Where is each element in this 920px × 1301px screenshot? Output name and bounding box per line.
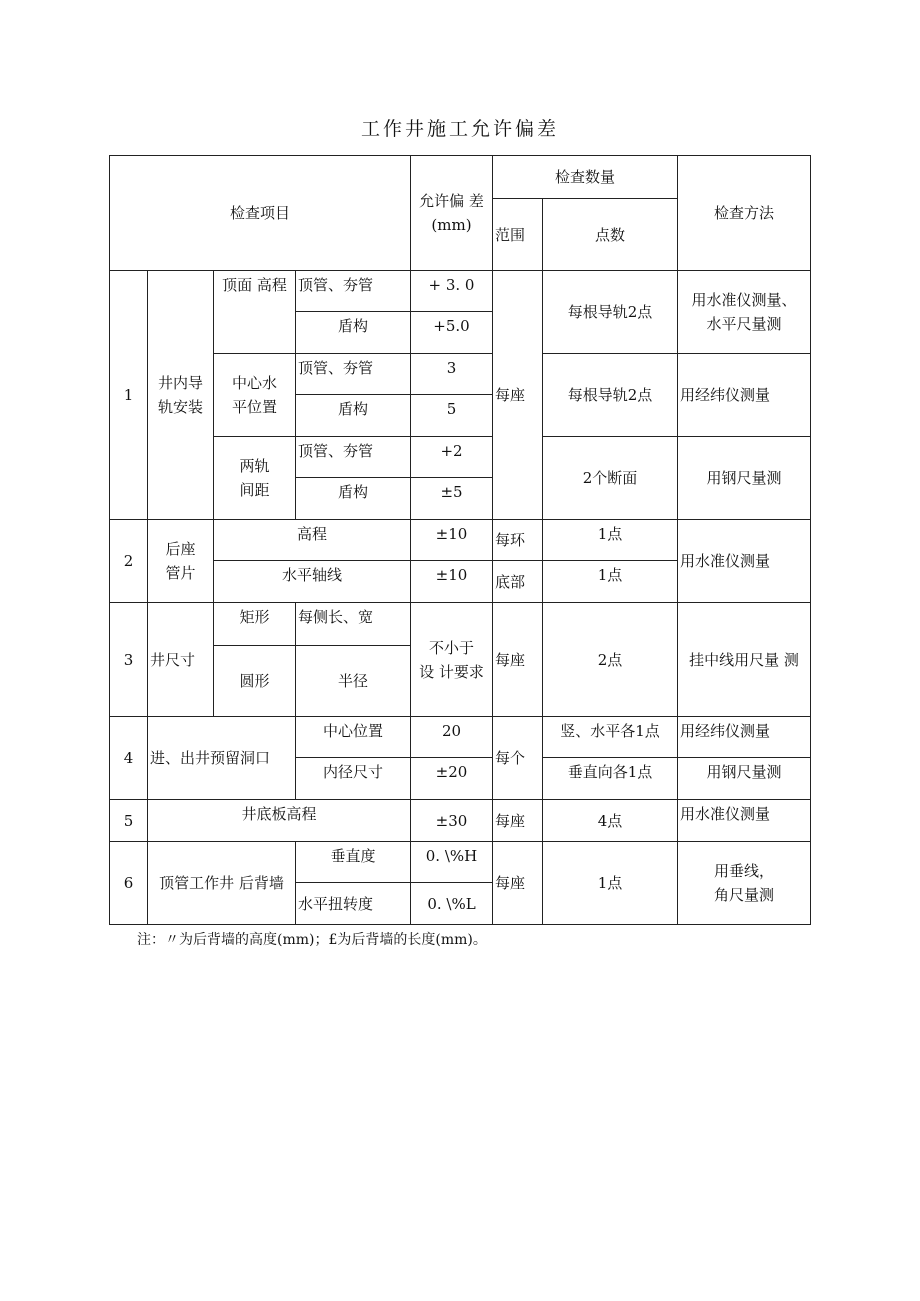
- row2-group-line-1: 后座: [165, 540, 196, 558]
- row1-method-c: 用钢尺量测: [678, 437, 811, 520]
- row2-no: 2: [110, 520, 148, 603]
- row2-points-a: 1点: [543, 520, 678, 561]
- row2-range-b: 底部: [493, 561, 543, 603]
- row1-group-line-2: 轨安装: [157, 398, 203, 416]
- row1-shield-c: 盾构: [296, 478, 411, 520]
- row2-group: [148, 520, 214, 603]
- row4-tol-a: 20: [411, 717, 493, 758]
- row1-pipe-b: 顶管、夯管: [296, 354, 411, 395]
- row6-method-line-2: 角尺量测: [713, 886, 774, 904]
- row3-tolerance: [411, 603, 493, 717]
- row1-method-a-line-2: 水平尺量测: [706, 315, 782, 333]
- row1-group: [148, 271, 214, 520]
- row1-tol-b2: 5: [411, 395, 493, 437]
- row1-shield-b: 盾构: [296, 395, 411, 437]
- row6-item-a: 垂直度: [296, 842, 411, 883]
- row3-no: 3: [110, 603, 148, 717]
- row6-no: 6: [110, 842, 148, 925]
- row1-tol-a1: + 3. 0: [411, 271, 493, 312]
- table-row: [110, 800, 811, 842]
- row4-tol-b: ±20: [411, 758, 493, 800]
- row1-range: 每座: [493, 271, 543, 520]
- row6-tol-b: 0. \%L: [411, 883, 493, 925]
- header-range: 范围: [493, 199, 543, 271]
- row3-points: 2点: [543, 603, 678, 717]
- row1-pipe-a: 顶管、夯管: [296, 271, 411, 312]
- row5-method: 用水准仪测量: [678, 800, 811, 842]
- row1-method-a-line-1: 用水准仪测量、: [691, 291, 797, 309]
- header-points: 点数: [543, 199, 678, 271]
- row5-range: 每座: [493, 800, 543, 842]
- row4-range: 每个: [493, 717, 543, 800]
- row2-group-line-2: 管片: [165, 564, 196, 582]
- header-tolerance: [411, 156, 493, 271]
- row5-tol: ±30: [411, 800, 493, 842]
- header-quantity: 检查数量: [493, 156, 678, 199]
- row2-item-b: 水平轴线: [214, 561, 411, 603]
- row3-method: 挂中线用尺量 测: [678, 603, 811, 717]
- tolerance-table: [109, 155, 811, 925]
- row2-tol-a: ±10: [411, 520, 493, 561]
- row1-tol-c2: ±5: [411, 478, 493, 520]
- row1-center-line-2: 平位置: [231, 398, 277, 416]
- table-row: [110, 603, 811, 646]
- row2-range-a: 每环: [493, 520, 543, 561]
- row1-tol-a2: +5.0: [411, 312, 493, 354]
- row3-rect: 矩形: [214, 603, 296, 646]
- footnote: 注：〃为后背墙的高度(mm)；£为后背墙的长度(mm)。: [137, 932, 487, 948]
- table-row: [110, 437, 811, 478]
- row3-rect-item: 每侧长、宽: [296, 603, 411, 646]
- row1-tol-b1: 3: [411, 354, 493, 395]
- row1-no: 1: [110, 271, 148, 520]
- row6-tol-a: 0. \%H: [411, 842, 493, 883]
- header-tolerance-line-2: (mm): [431, 216, 472, 234]
- row3-circle: 圆形: [214, 646, 296, 717]
- row1-method-a: [678, 271, 811, 354]
- row4-method-b: 用钢尺量测: [678, 758, 811, 800]
- row1-points-a: 每根导轨2点: [543, 271, 678, 354]
- row1-top-elevation: 顶面 高程: [214, 271, 296, 354]
- row4-method-a: 用经纬仪测量: [678, 717, 811, 758]
- row3-range: 每座: [493, 603, 543, 717]
- row6-method-line-1: 用垂线，: [713, 862, 774, 880]
- header-tolerance-line-1: 允许偏 差: [419, 192, 484, 210]
- row6-group: 顶管工作井 后背墙: [148, 842, 296, 925]
- row1-method-b: 用经纬仪测量: [678, 354, 811, 437]
- row2-tol-b: ±10: [411, 561, 493, 603]
- header-method: 检查方法: [678, 156, 811, 271]
- row1-center-line-1: 中心水: [231, 374, 277, 392]
- row1-center-position: [214, 354, 296, 437]
- row6-points: 1点: [543, 842, 678, 925]
- row4-item-b: 内径尺寸: [296, 758, 411, 800]
- row1-tol-c1: +2: [411, 437, 493, 478]
- row4-item-a: 中心位置: [296, 717, 411, 758]
- row5-points: 4点: [543, 800, 678, 842]
- row1-rail-line-2: 间距: [239, 481, 270, 499]
- row4-no: 4: [110, 717, 148, 800]
- row4-points-a: 竖、水平各1点: [543, 717, 678, 758]
- row1-group-line-1: 井内导: [157, 374, 203, 392]
- row1-points-b: 每根导轨2点: [543, 354, 678, 437]
- row3-tol-line-1: 不小于: [428, 638, 474, 657]
- row6-method: [678, 842, 811, 925]
- table-row: [110, 271, 811, 312]
- table-row: [110, 354, 811, 395]
- row3-tol-line-2: 设 计要求: [419, 662, 484, 681]
- header-item: 检查项目: [110, 156, 411, 271]
- table-row: [110, 717, 811, 758]
- row6-range: 每座: [493, 842, 543, 925]
- page-title: 工作井施工允许偏差: [360, 118, 559, 140]
- row1-points-c: 2个断面: [543, 437, 678, 520]
- row1-pipe-c: 顶管、夯管: [296, 437, 411, 478]
- row1-shield-a: 盾构: [296, 312, 411, 354]
- row6-item-b: 水平扭转度: [296, 883, 411, 925]
- row3-circle-item: 半径: [296, 646, 411, 717]
- table-row: [110, 520, 811, 561]
- table-row: [110, 842, 811, 883]
- row4-points-b: 垂直向各1点: [543, 758, 678, 800]
- table-header-row: [110, 156, 811, 199]
- row1-rail-line-1: 两轨: [239, 457, 270, 475]
- row5-no: 5: [110, 800, 148, 842]
- row2-method: 用水准仪测量: [678, 520, 811, 603]
- row2-points-b: 1点: [543, 561, 678, 603]
- row1-rail-spacing: [214, 437, 296, 520]
- row4-group: 进、出井预留洞口: [148, 717, 296, 800]
- row5-item: 井底板高程: [148, 800, 411, 842]
- row2-item-a: 高程: [214, 520, 411, 561]
- row3-group: 井尺寸: [148, 603, 214, 717]
